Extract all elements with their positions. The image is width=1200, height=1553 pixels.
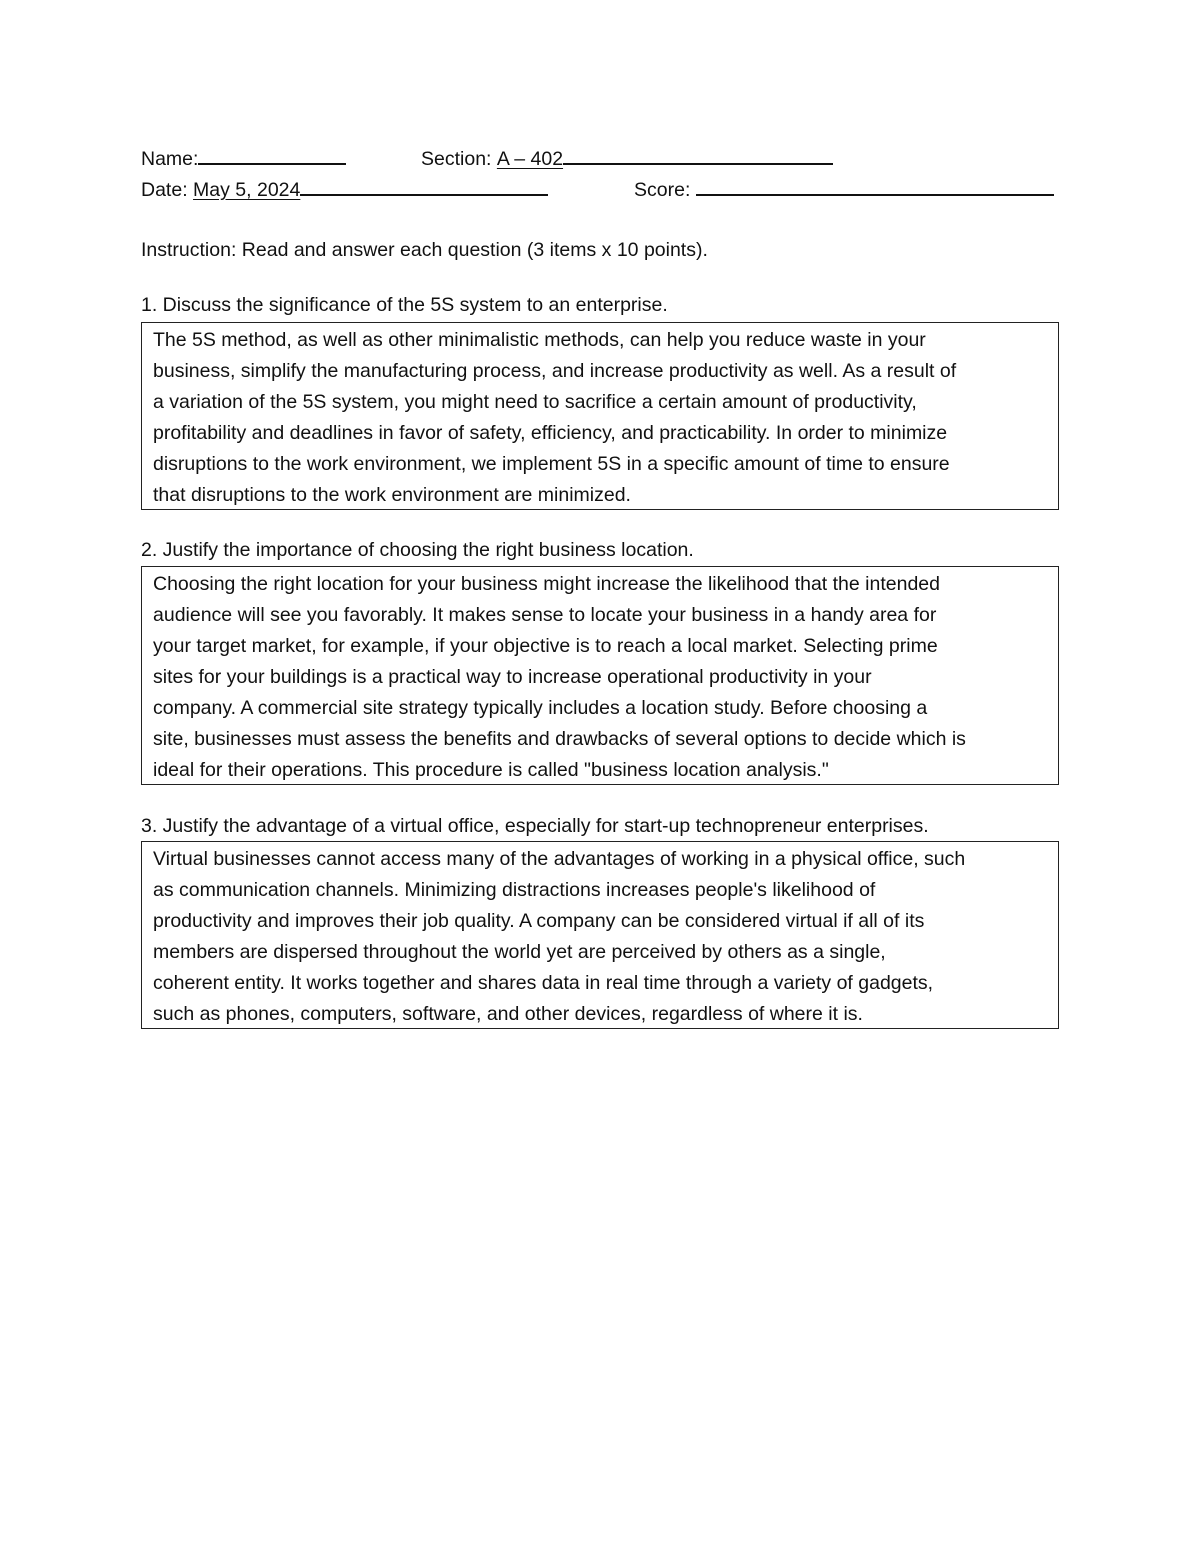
name-blank [198,144,346,165]
answer-line: The 5S method, as well as other minimalistic methods, can help you reduce waste in your [153,329,926,351]
name-label: Name: [141,148,199,170]
answer-line: a variation of the 5S system, you might need to sacrifice a certain amount of productivity, [153,391,917,413]
answer-line: business, simplify the manufacturing process, and increase productivity as well. As a result of [153,360,957,382]
section-label: Section: [421,148,492,170]
question-3-answer-box [141,841,1059,1029]
name-row [141,144,346,171]
score-blank [696,175,1054,196]
answer-line: site, businesses must assess the benefits and drawbacks of several options to decide which is [153,728,966,750]
question-2-prompt: 2. Justify the importance of choosing the right business location. [141,539,694,561]
question-1-prompt: 1. Discuss the significance of the 5S system to an enterprise. [141,294,668,316]
question-3-prompt: 3. Justify the advantage of a virtual office, especially for start-up technopreneur enterprises. [141,815,929,837]
answer-line: company. A commercial site strategy typically includes a location study. Before choosing a [153,697,928,719]
answer-line: members are dispersed throughout the world yet are perceived by others as a single, [153,941,886,963]
answer-line: your target market, for example, if your objective is to reach a local market. Selecting prime [153,635,938,657]
section-value: A – 402 [496,148,564,170]
question-1-answer-box [141,322,1059,510]
answer-line: such as phones, computers, software, and other devices, regardless of where it is. [153,1003,863,1025]
score-label: Score: [634,179,691,201]
answer-line: profitability and deadlines in favor of safety, efficiency, and practicability. In order to minimize [153,422,948,444]
answer-line: ideal for their operations. This procedure is called "business location analysis." [153,759,829,781]
answer-line: as communication channels. Minimizing distractions increases people's likelihood of [153,879,876,901]
answer-line: disruptions to the work environment, we implement 5S in a specific amount of time to ensure [153,453,950,475]
section-row [421,144,833,171]
answer-line: that disruptions to the work environment are minimized. [153,484,631,506]
answer-line: productivity and improves their job quality. A company can be considered virtual if all of its [153,910,925,932]
answer-line: audience will see you favorably. It makes sense to locate your business in a handy area for [153,604,937,626]
section-blank [563,144,833,165]
answer-line: coherent entity. It works together and shares data in real time through a variety of gadgets, [153,972,934,994]
date-blank [300,175,548,196]
score-row [634,175,1054,202]
date-label: Date: [141,179,188,201]
answer-line: sites for your buildings is a practical way to increase operational productivity in your [153,666,872,688]
answer-line: Choosing the right location for your business might increase the likelihood that the intended [153,573,940,595]
date-value: May 5, 2024 [193,179,301,201]
question-2-answer-box [141,566,1059,785]
date-row [141,175,548,202]
answer-line: Virtual businesses cannot access many of the advantages of working in a physical office, such [153,848,966,870]
instruction-text: Instruction: Read and answer each question (3 items x 10 points). [141,239,708,261]
